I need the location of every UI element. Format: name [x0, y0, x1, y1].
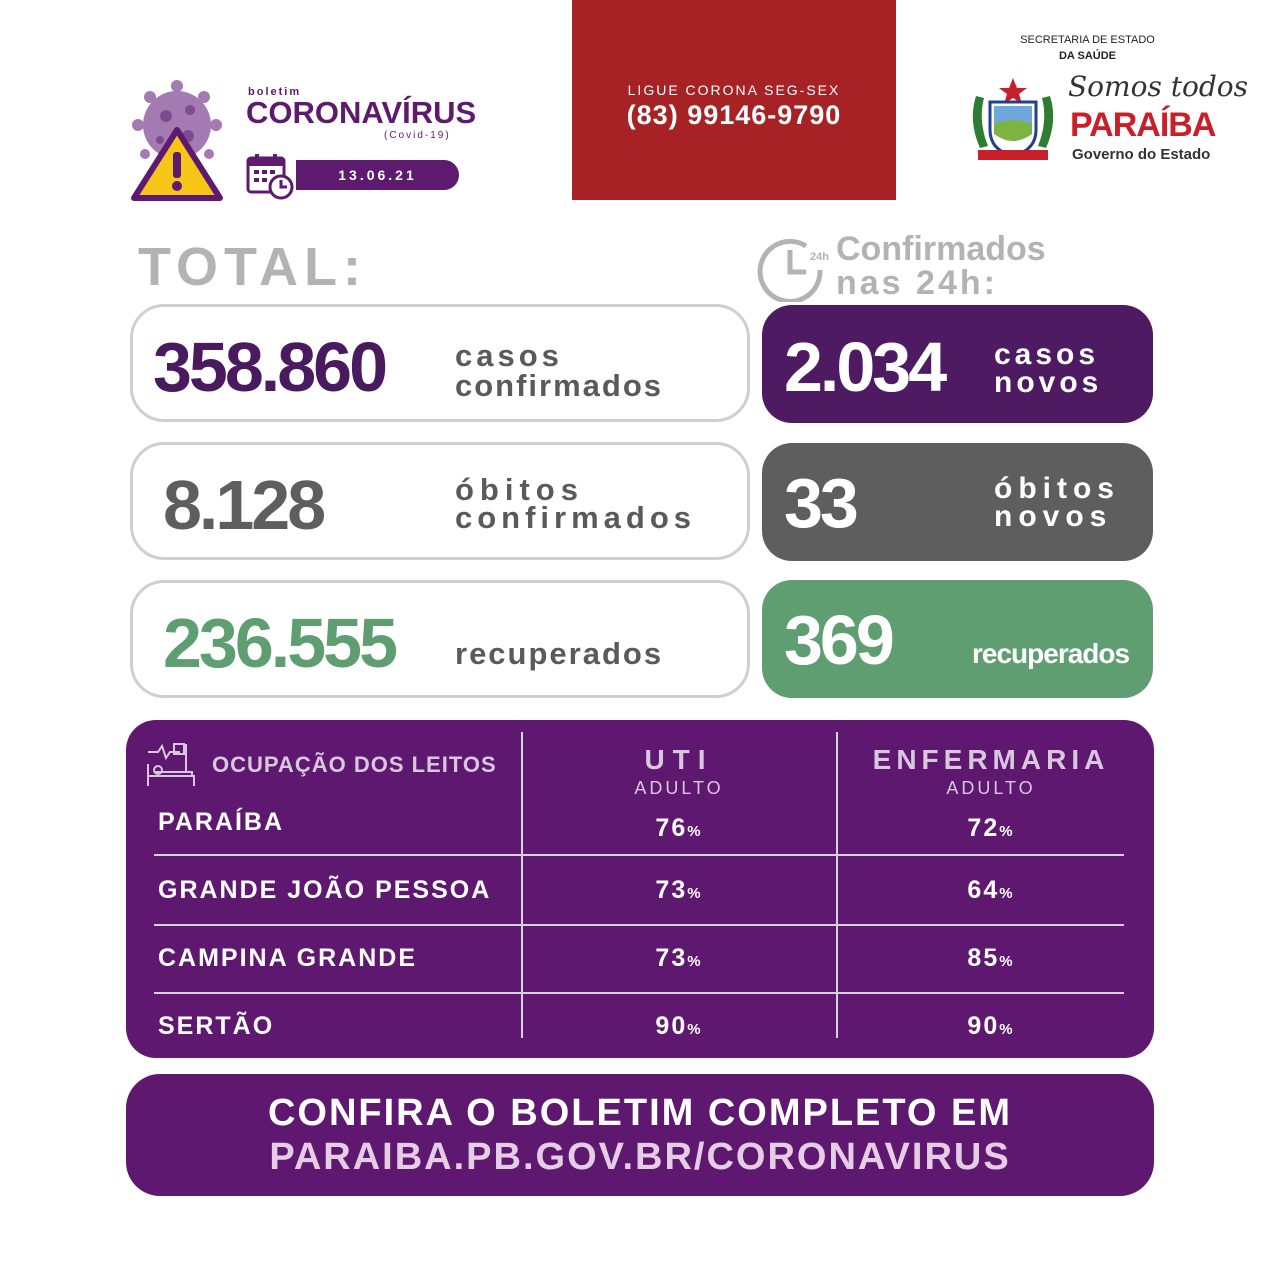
hospital-bed-icon [146, 742, 198, 788]
col-enf-header: ENFERMARIA [872, 744, 1110, 775]
row-divider [154, 854, 1124, 856]
new-deaths-label1: óbitos [994, 472, 1120, 505]
footer-link[interactable]: PARAIBA.PB.GOV.BR/CORONAVIRUS [269, 1136, 1011, 1178]
row-region: GRANDE JOÃO PESSOA [158, 876, 492, 904]
bulletin-title: CORONAVÍRUS [246, 95, 477, 130]
footer-line1: CONFIRA O BOLETIM COMPLETO EM [267, 1092, 1013, 1134]
bulletin-date: 13.06.21 [296, 160, 459, 190]
col-uti-subheader: ADULTO [634, 778, 724, 798]
new-cases-value: 2.034 [784, 328, 945, 406]
row-uti-value: 90% [655, 1012, 703, 1040]
footer-banner [126, 1074, 1154, 1196]
new-deaths-card [762, 443, 1153, 561]
boletim-label: boletim [248, 86, 302, 98]
total-recovered-label: recuperados [455, 636, 664, 671]
calendar-clock-icon [246, 152, 294, 200]
hotline-phone: (83) 99146-9790 [626, 100, 842, 130]
row-uti-value: 76% [655, 814, 703, 842]
row-region: SERTÃO [158, 1012, 275, 1040]
total-cases-value: 358.860 [153, 328, 386, 406]
new-cases-label1: casos [994, 338, 1100, 371]
hotline-label: LIGUE CORONA SEG-SEX [627, 82, 841, 98]
total-recovered-value: 236.555 [163, 604, 396, 682]
row-region: CAMPINA GRANDE [158, 944, 418, 972]
total-cases-label1: casos [455, 338, 563, 373]
last24h-heading-line2: nas 24h: [836, 264, 998, 302]
total-deaths-card [130, 442, 750, 560]
total-recovered-card [130, 580, 750, 698]
slogan-somos-todos: Somos todos [1068, 70, 1248, 103]
saude-label: DA SAÚDE [1058, 50, 1117, 62]
clock-24h-label: 24h [810, 251, 829, 263]
row-region: PARAÍBA [158, 808, 285, 836]
total-cases-card [130, 304, 750, 422]
hotline-box [572, 0, 896, 200]
secretaria-label: SECRETARIA DE ESTADO [1020, 34, 1155, 46]
row-enf-value: 64% [967, 876, 1015, 904]
total-cases-label2: confirmados [455, 368, 664, 403]
clock-24h-icon [754, 232, 830, 302]
row-enf-value: 85% [967, 944, 1015, 972]
new-deaths-label2: novos [994, 500, 1113, 533]
bed-occupancy-panel [126, 720, 1154, 1058]
bulletin-subtitle: (Covid-19) [384, 130, 451, 141]
new-cases-card [762, 305, 1153, 423]
new-recovered-label: recuperados [972, 638, 1130, 669]
governo-label: Governo do Estado [1072, 146, 1211, 163]
row-uti-value: 73% [655, 944, 703, 972]
row-enf-value: 90% [967, 1012, 1015, 1040]
new-recovered-value: 369 [784, 601, 892, 679]
new-recovered-card [762, 580, 1153, 698]
total-deaths-label1: óbitos [455, 472, 584, 507]
last24h-heading-line1: Confirmados [836, 230, 1046, 268]
state-name-logo: PARAÍBA [1070, 106, 1216, 144]
total-deaths-value: 8.128 [163, 466, 324, 544]
row-uti-value: 73% [655, 876, 703, 904]
bed-occupancy-heading: OCUPAÇÃO DOS LEITOS [212, 752, 497, 777]
virus-warning-icon [130, 80, 225, 205]
row-divider [154, 992, 1124, 994]
row-enf-value: 72% [967, 814, 1015, 842]
total-heading: TOTAL: [138, 237, 367, 297]
new-cases-label2: novos [994, 366, 1103, 399]
row-divider [154, 924, 1124, 926]
col-uti-header: UTI [644, 744, 714, 775]
state-crest-logo [966, 76, 1060, 166]
col-enf-subheader: ADULTO [946, 778, 1036, 798]
total-deaths-label2: confirmados [455, 500, 697, 535]
new-deaths-value: 33 [784, 464, 856, 542]
